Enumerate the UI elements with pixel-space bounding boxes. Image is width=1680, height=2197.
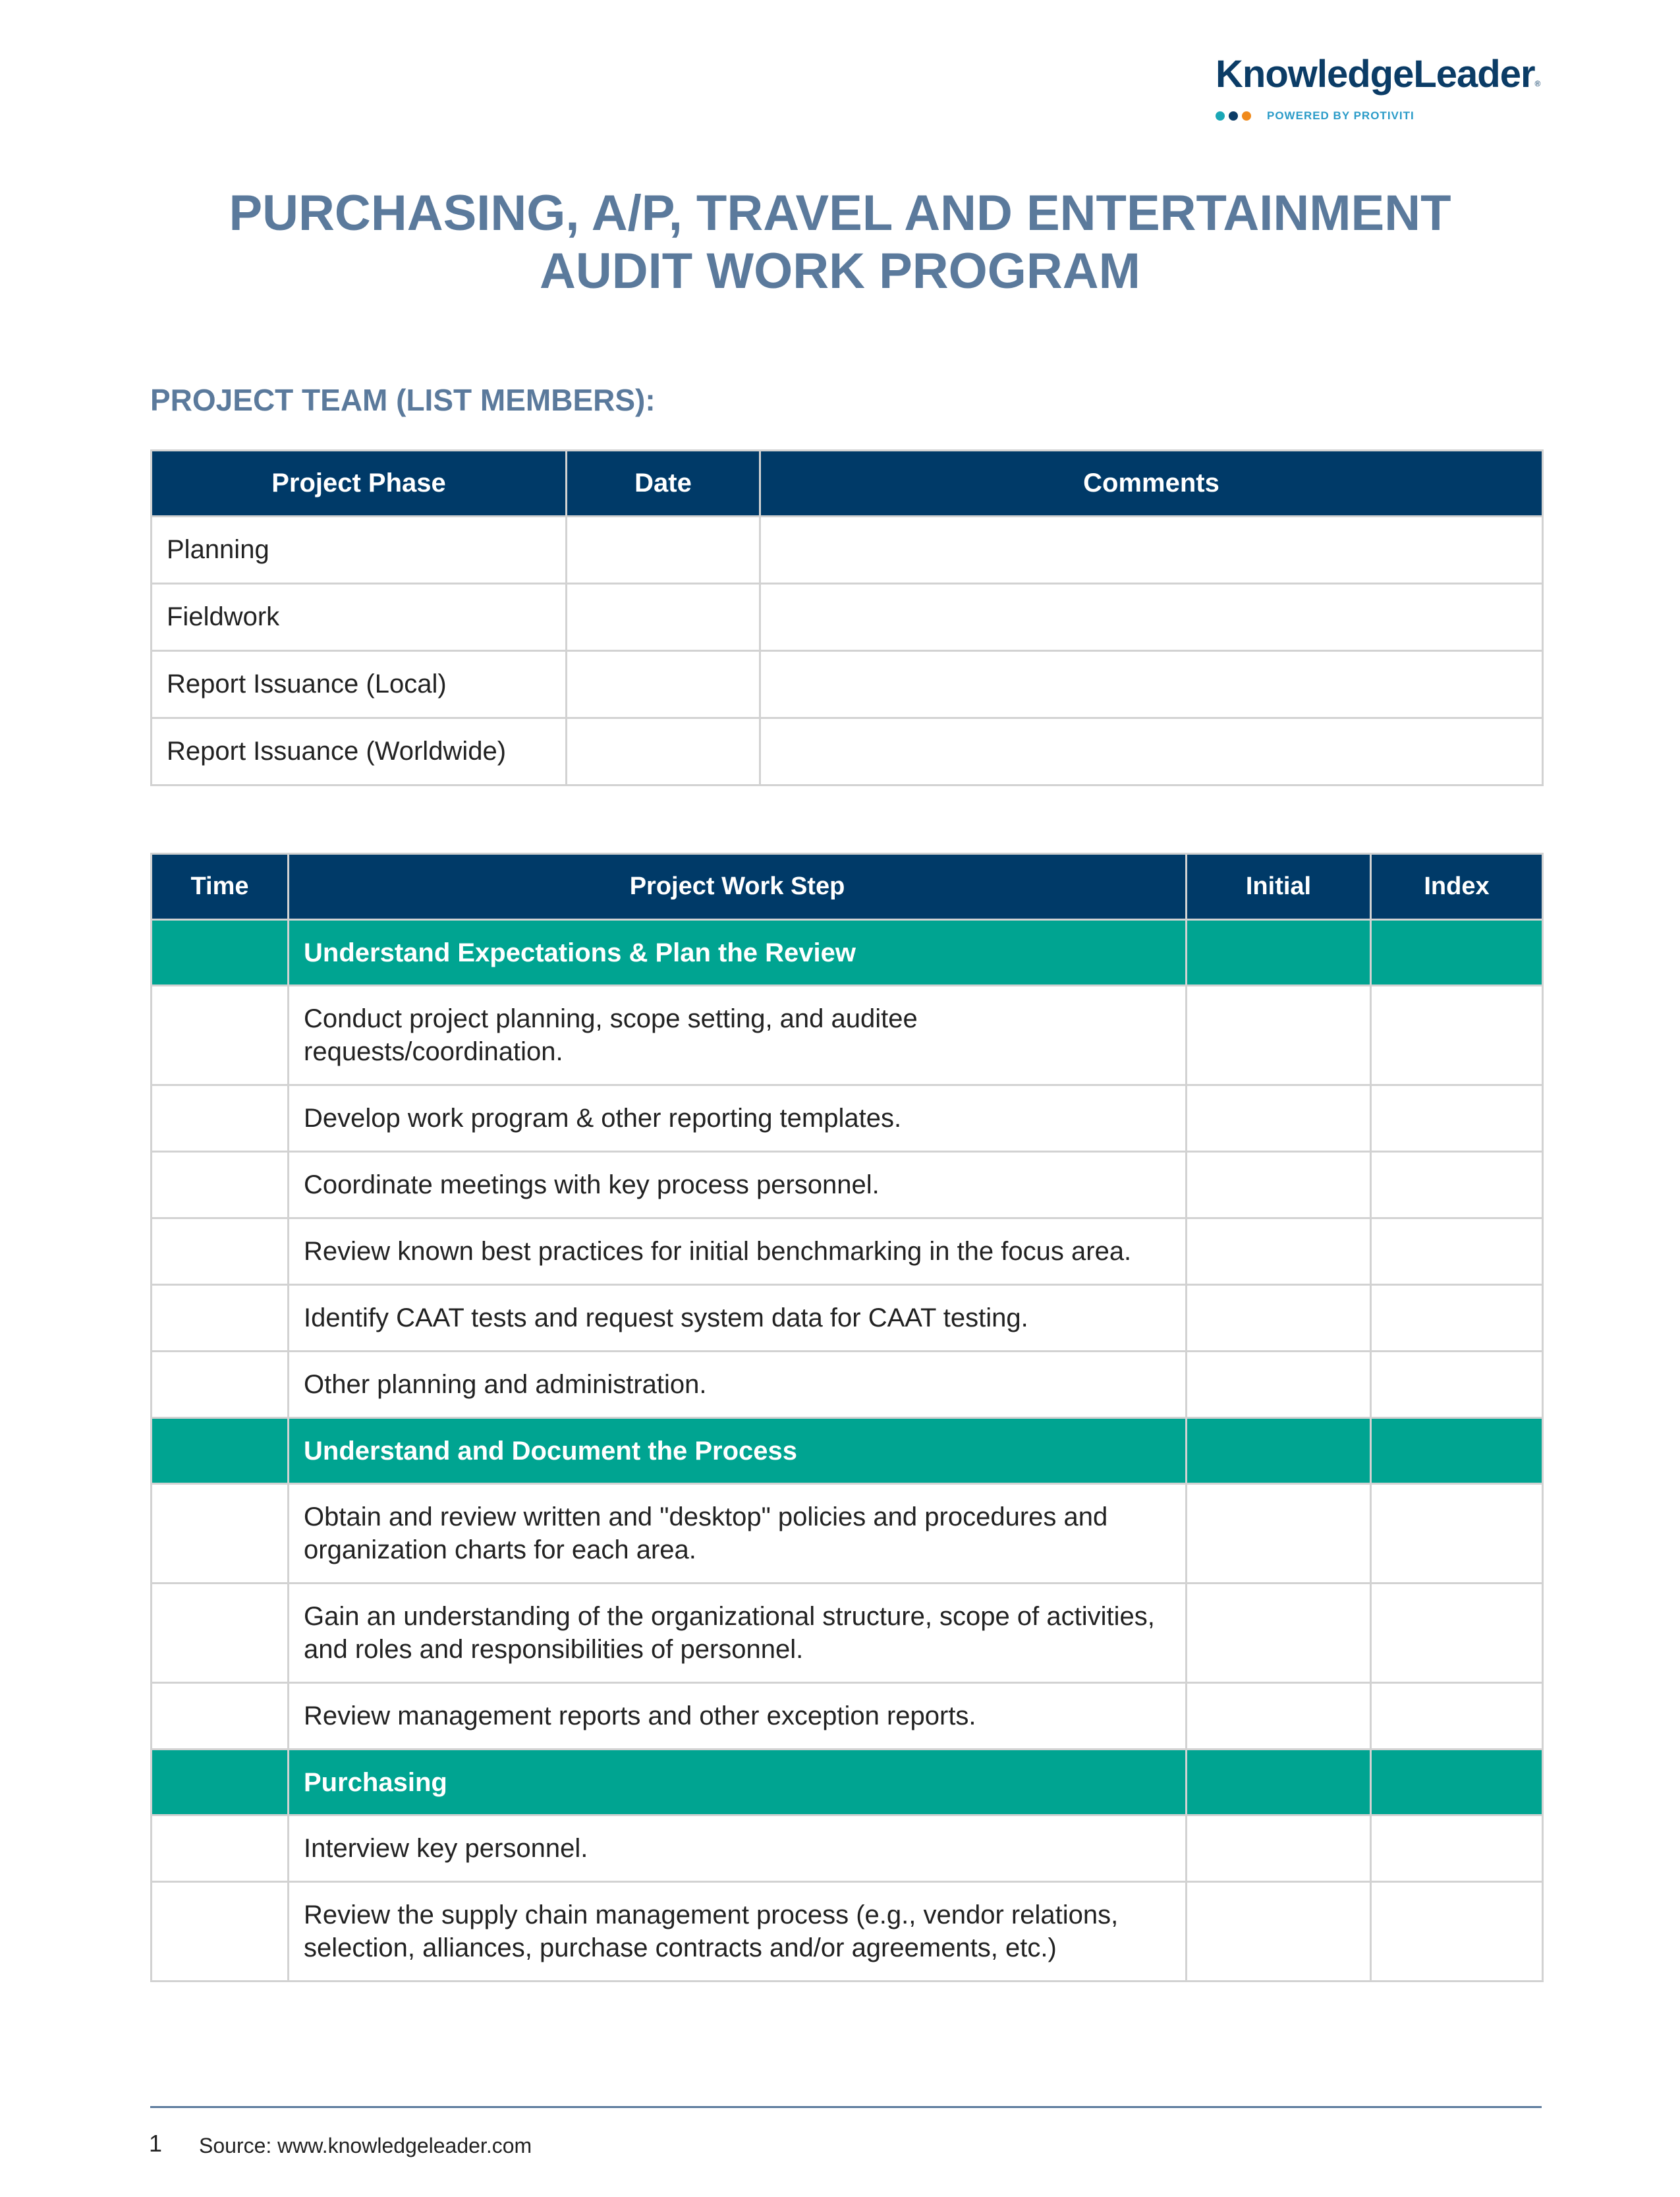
initial-cell[interactable] <box>1187 1085 1371 1152</box>
initial-cell[interactable] <box>1187 1285 1371 1352</box>
phase-row <box>152 718 1543 785</box>
work-step-text: Interview key personnel. <box>289 1815 1187 1882</box>
phase-comments-cell[interactable] <box>760 584 1543 651</box>
page-number: 1 <box>149 2130 163 2157</box>
logo-wordmark: KnowledgeLeader® <box>1216 53 1540 96</box>
work-step-row <box>152 1584 1543 1683</box>
work-step-text: Review known best practices for initial benchmarking in the focus area. <box>289 1218 1187 1285</box>
project-phase-table <box>150 449 1544 786</box>
work-table-header-row <box>152 854 1543 920</box>
work-step-row <box>152 1484 1543 1584</box>
col-header-date: Date <box>567 451 760 517</box>
section-row <box>152 1750 1543 1815</box>
phase-table-header-row <box>152 451 1543 517</box>
initial-cell[interactable] <box>1187 1683 1371 1750</box>
section-title: Understand Expectations & Plan the Review <box>289 920 1187 986</box>
work-step-row <box>152 1152 1543 1218</box>
work-step-text: Review the supply chain management process (e.g., vendor relations, selection, alliances, purchase contracts and/or agreements, etc.) <box>289 1882 1187 1982</box>
col-header-comments: Comments <box>760 451 1543 517</box>
initial-cell[interactable] <box>1187 1815 1371 1882</box>
work-step-text: Obtain and review written and "desktop" policies and procedures and organization charts for each area. <box>289 1484 1187 1584</box>
logo-tagline: POWERED BY PROTIVITI <box>1267 109 1414 122</box>
col-header-index: Index <box>1371 854 1543 920</box>
time-cell[interactable] <box>152 1882 289 1982</box>
initial-cell[interactable] <box>1187 1352 1371 1418</box>
time-cell[interactable] <box>152 1352 289 1418</box>
work-step-row <box>152 986 1543 1085</box>
section-time-cell <box>152 1750 289 1815</box>
section-initial-cell <box>1187 1418 1371 1484</box>
work-step-row <box>152 1285 1543 1352</box>
index-cell[interactable] <box>1371 1484 1543 1584</box>
index-cell[interactable] <box>1371 1815 1543 1882</box>
time-cell[interactable] <box>152 1484 289 1584</box>
phase-date-cell[interactable] <box>567 517 760 584</box>
time-cell[interactable] <box>152 1285 289 1352</box>
phase-date-cell[interactable] <box>567 584 760 651</box>
work-step-text: Identify CAAT tests and request system data for CAAT testing. <box>289 1285 1187 1352</box>
section-title: Understand and Document the Process <box>289 1418 1187 1484</box>
source-note: Source: www.knowledgeleader.com <box>199 2134 532 2157</box>
col-header-project-phase: Project Phase <box>152 451 567 517</box>
col-header-time: Time <box>152 854 289 920</box>
phase-row <box>152 517 1543 584</box>
section-index-cell <box>1371 1418 1543 1484</box>
index-cell[interactable] <box>1371 1152 1543 1218</box>
initial-cell[interactable] <box>1187 1152 1371 1218</box>
document-title-line-2: AUDIT WORK PROGRAM <box>540 243 1140 299</box>
index-cell[interactable] <box>1371 1218 1543 1285</box>
footer-divider <box>150 2106 1542 2108</box>
index-cell[interactable] <box>1371 1584 1543 1683</box>
initial-cell[interactable] <box>1187 1218 1371 1285</box>
time-cell[interactable] <box>152 1085 289 1152</box>
work-step-row <box>152 1218 1543 1285</box>
initial-cell[interactable] <box>1187 1484 1371 1584</box>
time-cell[interactable] <box>152 986 289 1085</box>
section-row <box>152 920 1543 986</box>
section-index-cell <box>1371 920 1543 986</box>
knowledgeleader-logo <box>1216 51 1538 123</box>
index-cell[interactable] <box>1371 1683 1543 1750</box>
work-step-text: Develop work program & other reporting templates. <box>289 1085 1187 1152</box>
work-step-row <box>152 1882 1543 1982</box>
work-step-text: Other planning and administration. <box>289 1352 1187 1418</box>
work-step-row <box>152 1085 1543 1152</box>
initial-cell[interactable] <box>1187 1882 1371 1982</box>
work-step-row <box>152 1683 1543 1750</box>
section-initial-cell <box>1187 1750 1371 1815</box>
time-cell[interactable] <box>152 1683 289 1750</box>
section-index-cell <box>1371 1750 1543 1815</box>
initial-cell[interactable] <box>1187 1584 1371 1683</box>
col-header-initial: Initial <box>1187 854 1371 920</box>
index-cell[interactable] <box>1371 1285 1543 1352</box>
index-cell[interactable] <box>1371 1882 1543 1982</box>
col-header-project-work-step: Project Work Step <box>289 854 1187 920</box>
document-title <box>0 185 1680 300</box>
work-step-row <box>152 1352 1543 1418</box>
time-cell[interactable] <box>152 1218 289 1285</box>
section-title: Purchasing <box>289 1750 1187 1815</box>
phase-row <box>152 584 1543 651</box>
work-step-text: Gain an understanding of the organizational structure, scope of activities, and roles and responsibilities of personnel. <box>289 1584 1187 1683</box>
phase-name-cell: Planning <box>152 517 567 584</box>
section-time-cell <box>152 920 289 986</box>
work-step-text: Conduct project planning, scope setting, and auditee requests/coordination. <box>289 986 1187 1085</box>
section-time-cell <box>152 1418 289 1484</box>
index-cell[interactable] <box>1371 1352 1543 1418</box>
initial-cell[interactable] <box>1187 986 1371 1085</box>
time-cell[interactable] <box>152 1815 289 1882</box>
phase-comments-cell[interactable] <box>760 651 1543 718</box>
work-program-table <box>150 853 1544 1982</box>
phase-comments-cell[interactable] <box>760 718 1543 785</box>
section-row <box>152 1418 1543 1484</box>
phase-comments-cell[interactable] <box>760 517 1543 584</box>
time-cell[interactable] <box>152 1584 289 1683</box>
phase-row <box>152 651 1543 718</box>
logo-subline <box>1216 109 1538 123</box>
work-step-text: Coordinate meetings with key process personnel. <box>289 1152 1187 1218</box>
project-team-heading: PROJECT TEAM (LIST MEMBERS): <box>150 383 656 417</box>
phase-date-cell[interactable] <box>567 718 760 785</box>
phase-name-cell: Report Issuance (Worldwide) <box>152 718 567 785</box>
work-step-text: Review management reports and other exception reports. <box>289 1683 1187 1750</box>
phase-name-cell: Fieldwork <box>152 584 567 651</box>
section-initial-cell <box>1187 920 1371 986</box>
logo-dots-icon <box>1216 111 1251 121</box>
index-cell[interactable] <box>1371 1085 1543 1152</box>
phase-date-cell[interactable] <box>567 651 760 718</box>
time-cell[interactable] <box>152 1152 289 1218</box>
index-cell[interactable] <box>1371 986 1543 1085</box>
phase-name-cell: Report Issuance (Local) <box>152 651 567 718</box>
document-title-line-1: PURCHASING, A/P, TRAVEL AND ENTERTAINMENT <box>229 185 1451 241</box>
work-step-row <box>152 1815 1543 1882</box>
